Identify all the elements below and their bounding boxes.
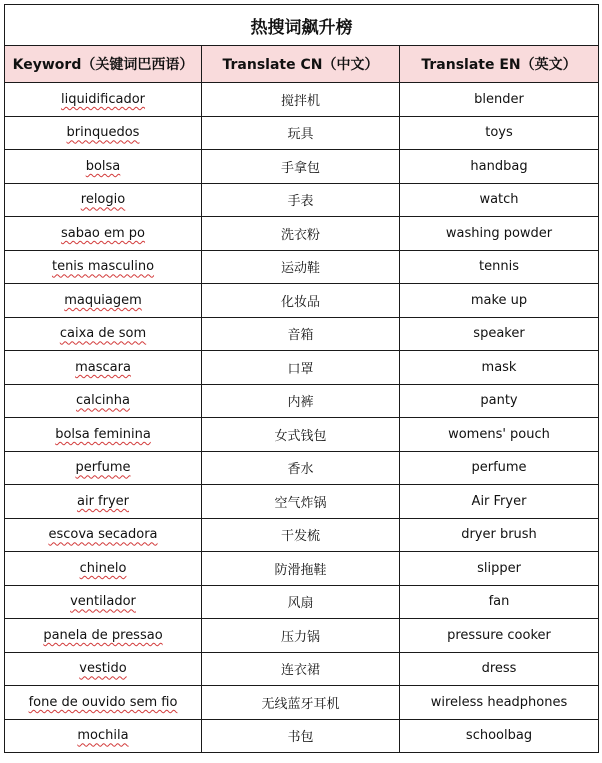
table-row [5,250,599,284]
translate-cn-text: 口罩 [287,361,314,377]
cell-keyword[interactable] [5,585,202,619]
cell-keyword[interactable] [5,250,202,284]
table-row [5,351,599,385]
cell-translate-cn[interactable] [202,317,400,351]
translate-cn-text: 音箱 [287,328,314,344]
translate-en-text: dryer brush [461,527,537,543]
keyword-text: relogio [80,192,126,208]
cell-keyword[interactable] [5,485,202,519]
cell-keyword[interactable] [5,451,202,485]
translate-en-text: washing powder [445,225,553,241]
translate-cn-text: 搅拌机 [280,93,320,109]
cell-translate-cn[interactable] [202,150,400,184]
header-row [5,46,599,83]
keyword-text: tenis masculino [51,259,155,275]
translate-en-text: handbag [470,158,528,174]
cell-keyword[interactable] [5,351,202,385]
cell-keyword[interactable] [5,518,202,552]
cell-keyword[interactable] [5,652,202,686]
translate-en-text: tennis [479,259,519,275]
title-row [5,5,599,46]
table-row [5,686,599,720]
cell-translate-cn[interactable] [202,518,400,552]
cell-translate-cn[interactable] [202,384,400,418]
translate-cn-text: 连衣裙 [280,663,320,679]
keyword-text: sabao em po [60,225,146,241]
cell-translate-en[interactable] [400,116,599,150]
translate-en-text: make up [470,292,528,308]
keyword-text: ventilador [70,594,136,610]
translate-en-text: mask [481,359,517,375]
translate-en-text: womens' pouch [448,426,550,442]
keyword-text: panela de pressao [43,627,163,643]
keyword-text: maquiagem [64,292,142,308]
translate-en-text: dress [481,661,517,677]
column-header-translate-cn[interactable]: Translate CN（中文） [202,46,400,83]
keyword-text: caixa de som [59,326,147,342]
cell-keyword[interactable] [5,418,202,452]
cell-translate-en[interactable] [400,183,599,217]
translate-en-text: blender [474,91,524,107]
translate-cn-text: 运动鞋 [280,261,320,277]
keyword-text: bolsa [85,158,121,174]
cell-translate-en[interactable] [400,284,599,318]
table-row [5,317,599,351]
table-row [5,518,599,552]
table-row [5,652,599,686]
translate-en-text: Air Fryer [471,493,527,509]
keyword-text: chinelo [79,560,127,576]
cell-translate-cn[interactable] [202,116,400,150]
cell-translate-cn[interactable] [202,451,400,485]
translate-en-text: toys [485,125,513,141]
translate-en-text: perfume [471,460,527,476]
keyword-text: perfume [75,460,131,476]
cell-translate-en[interactable] [400,250,599,284]
keyword-text: liquidificador [60,91,146,107]
cell-translate-en[interactable] [400,518,599,552]
table-row [5,585,599,619]
keyword-text: mochila [77,728,129,744]
column-header-translate-en[interactable]: Translate EN（英文） [400,46,599,83]
table-row [5,485,599,519]
cell-translate-en[interactable] [400,619,599,653]
cell-translate-en[interactable] [400,485,599,519]
cell-keyword[interactable] [5,116,202,150]
keyword-text: fone de ouvido sem fio [28,694,178,710]
cell-keyword[interactable] [5,217,202,251]
cell-translate-en[interactable] [400,217,599,251]
cell-keyword[interactable] [5,552,202,586]
column-header-keyword[interactable]: Keyword（关键词巴西语） [5,46,202,83]
cell-translate-en[interactable] [400,686,599,720]
translate-en-text: panty [480,393,518,409]
translate-cn-text: 香水 [287,462,314,478]
table-row [5,384,599,418]
cell-translate-en[interactable] [400,83,599,117]
cell-translate-cn[interactable] [202,284,400,318]
translate-cn-text: 内裤 [287,395,314,411]
cell-translate-cn[interactable] [202,652,400,686]
cell-translate-en[interactable] [400,719,599,753]
cell-keyword[interactable] [5,317,202,351]
cell-translate-cn[interactable] [202,83,400,117]
cell-translate-cn[interactable] [202,351,400,385]
keyword-text: escova secadora [48,527,158,543]
table-row [5,418,599,452]
cell-translate-cn[interactable] [202,552,400,586]
cell-translate-cn[interactable] [202,250,400,284]
cell-translate-cn[interactable] [202,585,400,619]
translate-en-text: wireless headphones [430,694,568,710]
table-row [5,217,599,251]
translate-en-text: slipper [477,560,521,576]
cell-keyword[interactable] [5,619,202,653]
cell-translate-cn[interactable] [202,619,400,653]
translate-cn-text: 风扇 [287,596,314,612]
keyword-text: air fryer [76,493,129,509]
cell-keyword[interactable] [5,183,202,217]
keyword-text: vestido [79,661,127,677]
cell-translate-en[interactable] [400,384,599,418]
translate-en-text: speaker [473,326,525,342]
translate-cn-text: 洗衣粉 [280,227,320,243]
translate-cn-text: 防滑拖鞋 [274,562,327,578]
cell-keyword[interactable] [5,719,202,753]
cell-translate-cn[interactable] [202,686,400,720]
translate-en-text: watch [479,192,519,208]
translate-cn-text: 干发梳 [280,529,320,545]
table-row [5,183,599,217]
cell-translate-en[interactable] [400,317,599,351]
cell-translate-en[interactable] [400,418,599,452]
cell-translate-en[interactable] [400,451,599,485]
cell-translate-cn[interactable] [202,217,400,251]
translate-en-text: schoolbag [465,728,533,744]
table-row [5,284,599,318]
translate-cn-text: 玩具 [287,127,314,143]
translate-cn-text: 手拿包 [280,160,320,176]
cell-keyword[interactable] [5,686,202,720]
cell-translate-en[interactable] [400,552,599,586]
keyword-text: calcinha [76,393,130,409]
translate-cn-text: 空气炸锅 [274,495,327,511]
translate-cn-text: 书包 [287,730,314,746]
translate-cn-text: 无线蓝牙耳机 [261,696,340,712]
table-row [5,719,599,753]
keyword-table [4,4,599,753]
translate-en-text: fan [488,594,510,610]
cell-translate-en[interactable] [400,585,599,619]
cell-keyword[interactable] [5,384,202,418]
translate-en-text: pressure cooker [447,627,551,643]
cell-keyword[interactable] [5,284,202,318]
table-body [5,83,599,753]
table-row [5,150,599,184]
translate-cn-text: 手表 [287,194,314,210]
cell-keyword[interactable] [5,150,202,184]
cell-translate-en[interactable] [400,351,599,385]
cell-translate-cn[interactable] [202,183,400,217]
table-row [5,619,599,653]
table-title[interactable]: 热搜词飙升榜 [5,5,599,46]
keyword-text: mascara [75,359,131,375]
table-row [5,451,599,485]
cell-translate-cn[interactable] [202,719,400,753]
cell-translate-en[interactable] [400,150,599,184]
translate-cn-text: 压力锅 [280,629,320,645]
table-row [5,83,599,117]
cell-translate-cn[interactable] [202,418,400,452]
cell-translate-en[interactable] [400,652,599,686]
translate-cn-text: 化妆品 [280,294,320,310]
translate-cn-text: 女式钱包 [274,428,327,444]
cell-translate-cn[interactable] [202,485,400,519]
cell-keyword[interactable] [5,83,202,117]
keyword-text: bolsa feminina [55,426,151,442]
table-row [5,552,599,586]
table-row [5,116,599,150]
keyword-text: brinquedos [66,125,140,141]
